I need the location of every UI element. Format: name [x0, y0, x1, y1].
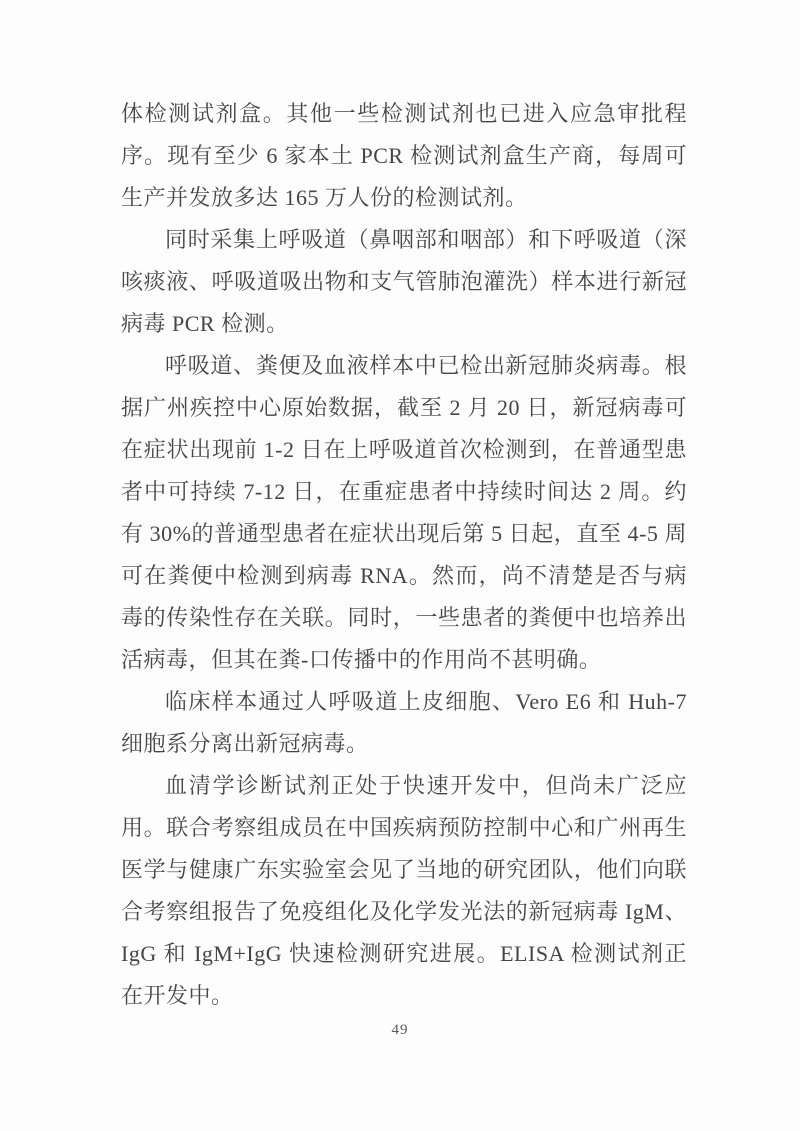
paragraph: 同时采集上呼吸道（鼻咽部和咽部）和下呼吸道（深咳痰液、呼吸道吸出物和支气管肺泡灌洗）样本进行新冠病毒 PCR 检测。	[121, 227, 687, 336]
paragraph: 血清学诊断试剂正处于快速开发中，但尚未广泛应用。联合考察组成员在中国疾病预防控制中心和广州再生医学与健康广东实验室会见了当地的研究团队，他们向联合考察组报告了免疫组化及化学发光法的新冠病毒 IgM、IgG 和 IgM+IgG 快速检测研究进展。ELISA 检测试剂正在开发中。	[121, 773, 687, 1008]
page-body-text	[121, 93, 687, 1017]
page-number: 49	[391, 1022, 409, 1038]
paragraph: 体检测试剂盒。其他一些检测试剂也已进入应急审批程序。现有至少 6 家本土 PCR 检测试剂盒生产商，每周可生产并发放多达 165 万人份的检测试剂。	[121, 101, 687, 210]
paragraph: 临床样本通过人呼吸道上皮细胞、Vero E6 和 Huh-7 细胞系分离出新冠病毒。	[121, 689, 687, 756]
paragraph: 呼吸道、粪便及血液样本中已检出新冠肺炎病毒。根据广州疾控中心原始数据，截至 2 月 20 日，新冠病毒可在症状出现前 1-2 日在上呼吸道首次检测到，在普通型患者中可持续 7-12 日，在重症患者中持续时间达 2 周。约有 30%的普通型患者在症状出现后第 5 日起，直至 4-5 周可在粪便中检测到病毒 RNA。然而，尚不清楚是否与病毒的传染性存在关联。同时，一些患者的粪便中也培养出活病毒，但其在粪-口传播中的作用尚不甚明确。	[121, 353, 687, 672]
